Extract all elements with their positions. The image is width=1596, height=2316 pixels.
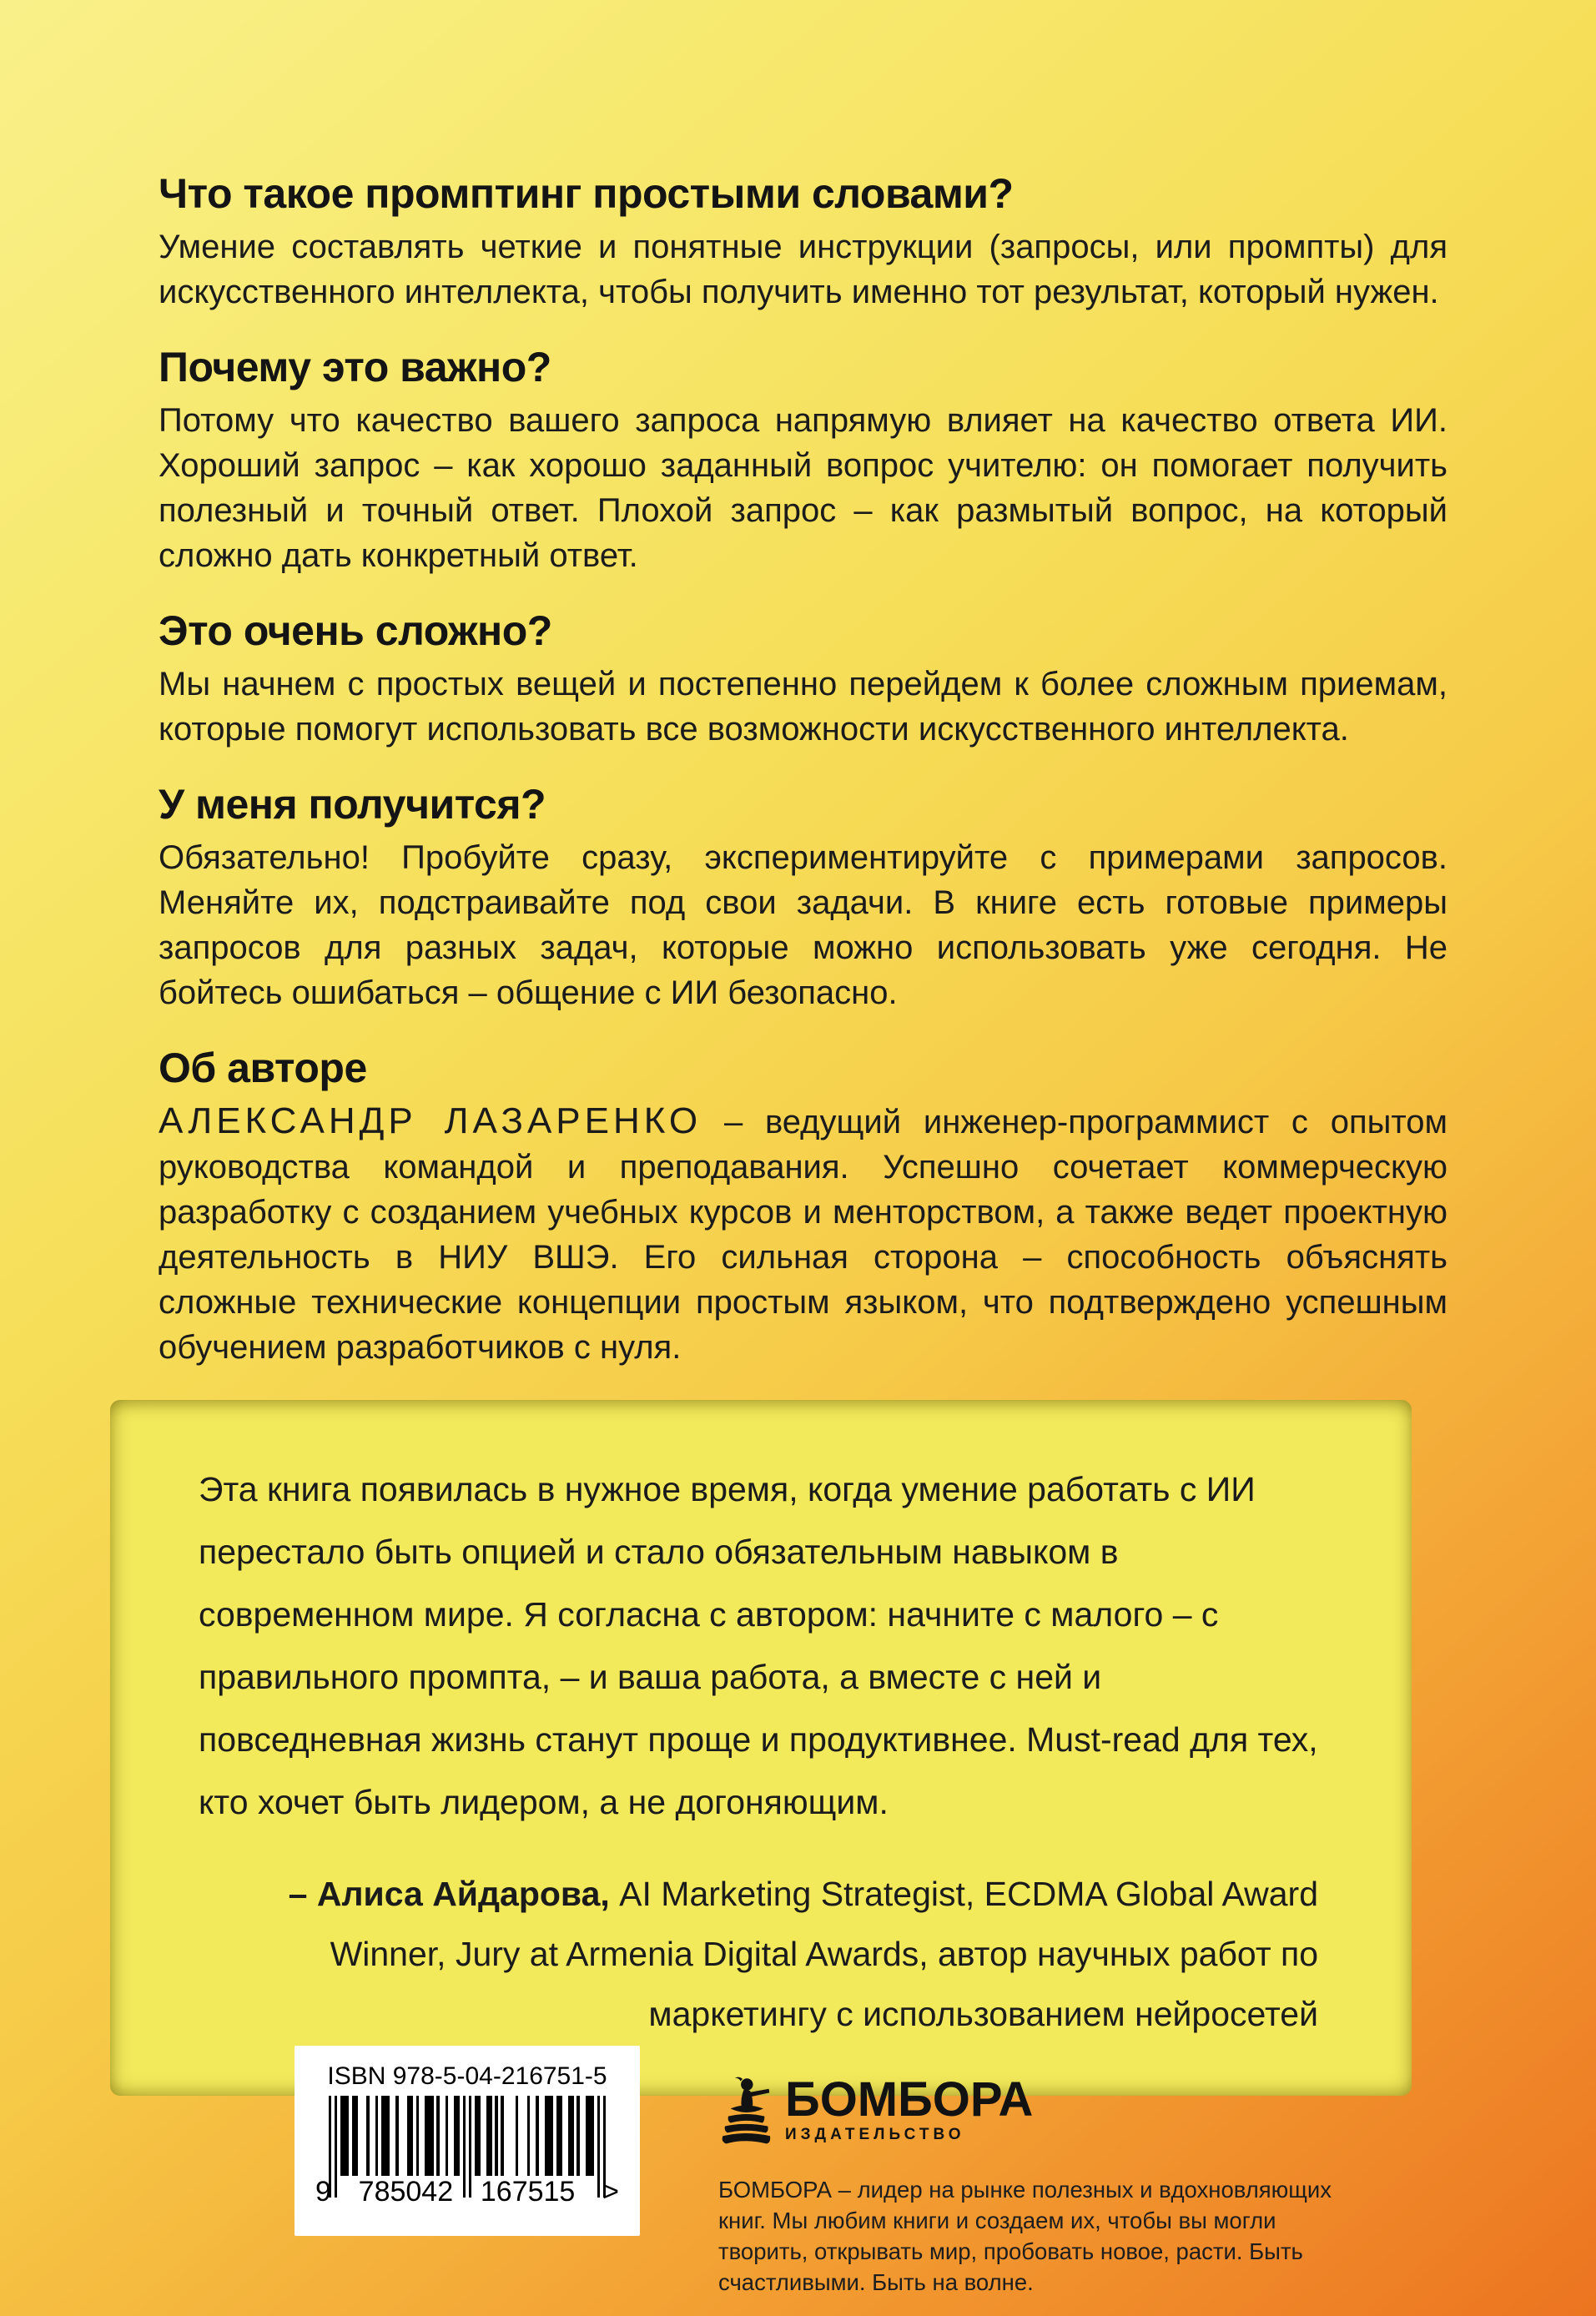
section-body: Умение составлять четкие и понятные инструкции (запросы, или промпты) для искусственного интеллекта, чтобы получить именно тот результат, который нужен.: [159, 229, 1447, 310]
section-heading: Что такое промптинг простыми словами?: [159, 170, 1014, 217]
barcode-digit-lead: 9: [315, 2176, 331, 2208]
publisher-block: [718, 2046, 1357, 2298]
publisher-logo: [718, 2072, 1357, 2152]
barcode-digit-group1: 785042: [358, 2176, 454, 2208]
author-bio: – ведущий инженер-программист с опытом руководства командой и преподавания. Успешно сочетает коммерческую разработку с созданием учебных курсов и менторством, а также ведет проектную деятельность в НИУ ВШЭ. Его сильная сторона – способность объяснять сложные технические концепции простым языком, что подтверждено успешным обучением разработчиков с нуля.: [159, 1104, 1447, 1366]
cover-footer: [295, 2046, 1357, 2298]
endorsement-quote-box: [110, 1400, 1412, 2096]
quote-attribution-name: – Алиса Айдарова,: [288, 1875, 610, 1913]
bombora-surfer-icon: [718, 2076, 773, 2152]
isbn-barcode-panel: [295, 2046, 640, 2236]
barcode-digit-group2: 167515: [480, 2176, 576, 2208]
quote-attribution: [199, 1864, 1318, 2044]
quote-attribution-credentials: AI Marketing Strategist, ECDMA Global Award Winner, Jury at Armenia Digital Awards, автор научных работ по маркетингу с использованием нейросетей: [330, 1875, 1318, 2033]
section-heading: У меня получится?: [159, 781, 546, 828]
publisher-subtitle: ИЗДАТЕЛЬСТВО: [785, 2126, 965, 2143]
section-what-is-prompting: [159, 171, 1447, 315]
cover-text-column: [159, 171, 1447, 2096]
section-about-author: [159, 1045, 1447, 1370]
section-body: Обязательно! Пробуйте сразу, экспериментируйте с примерами запросов. Меняйте их, подстраивайте под свои задачи. В книге есть готовые примеры запросов для разных задач, которые можно использовать уже сегодня. Не бойтесь ошибаться – общение с ИИ безопасно.: [159, 839, 1447, 1011]
section-why-important: [159, 345, 1447, 578]
author-paragraph: [159, 1099, 1447, 1370]
section-is-it-hard: [159, 608, 1447, 752]
publisher-wordmark: [785, 2072, 1034, 2144]
section-will-i-succeed: [159, 782, 1447, 1015]
quote-text: Эта книга появилась в нужное время, когда умение работать с ИИ перестало быть опцией и стало обязательным навыком в современном мире. Я согласна с автором: начните с малого – с правильного промпта, – и ваша работа, а вместе с ней и повседневная жизнь станут проще и продуктивнее. Must-read для тех, кто хочет быть лидером, а не догоняющим.: [199, 1470, 1318, 1821]
publisher-description: БОМБОРА – лидер на рынке полезных и вдохновляющих книг. Мы любим книги и создаем их, чтобы вы могли творить, открывать мир, пробовать новое, расти. Быть счастливыми. Быть на волне.: [718, 2177, 1332, 2295]
section-heading: Почему это важно?: [159, 344, 551, 390]
section-body: Потому что качество вашего запроса напрямую влияет на качество ответа ИИ. Хороший запрос – как хорошо заданный вопрос учителю: он помогает получить полезный и точный ответ. Плохой запрос – как размытый вопрос, на который сложно дать конкретный ответ.: [159, 402, 1447, 574]
barcode-end-mark: >: [602, 2176, 619, 2208]
section-body: Мы начнем с простых вещей и постепенно перейдем к более сложным приемам, которые помогут использовать все возможности искусственного интеллекта.: [159, 666, 1447, 748]
author-name: АЛЕКСАНДР ЛАЗАРЕНКО: [159, 1100, 702, 1141]
barcode-digits: [312, 2176, 622, 2208]
isbn-label: ISBN 978-5-04-216751-5: [327, 2062, 607, 2090]
section-heading: Об авторе: [159, 1045, 367, 1091]
section-heading: Это очень сложно?: [159, 607, 552, 654]
publisher-name: БОМБОРА: [785, 2072, 1034, 2127]
